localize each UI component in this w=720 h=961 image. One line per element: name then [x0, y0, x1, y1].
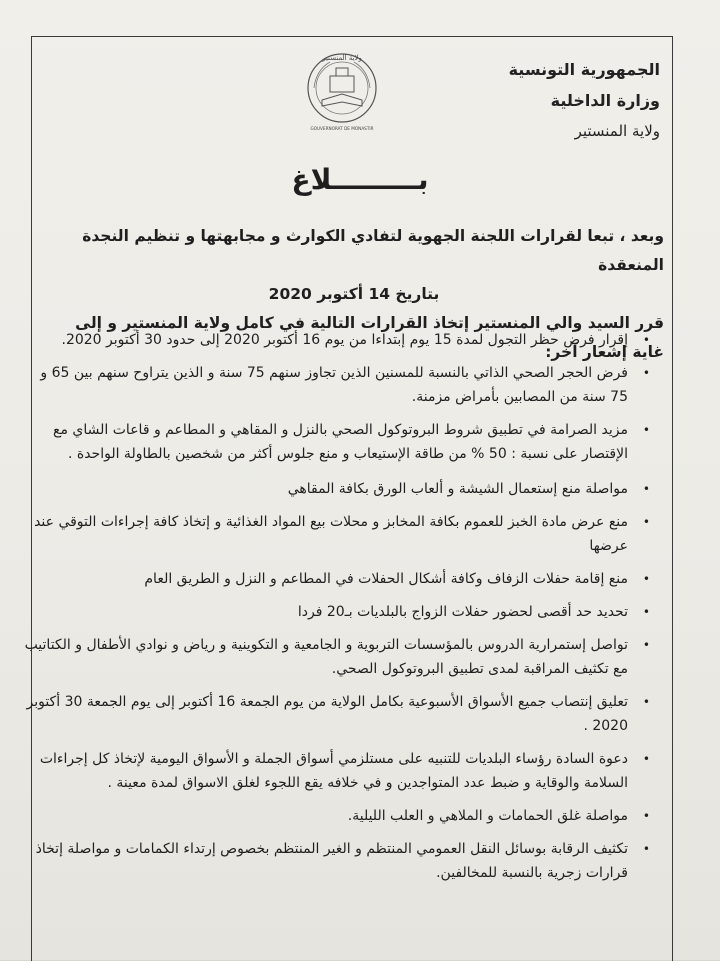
- intro-line-3: قرر السيد والي المنستير إتخاذ القرارات التالية في كامل ولاية المنستير و إلى غاية إشعار آخر:: [75, 314, 664, 361]
- decision-text: منع إقامة حفلات الزفاف وكافة أشكال الحفلات في المطاعم و النزل و الطريق العام: [144, 571, 628, 587]
- bullet-icon: •: [642, 695, 650, 709]
- decision-text: إقرار فرض حظر التجول لمدة 15 يوم إبتداءا من يوم 16 أكتوبر 2020 إلى حدود 30 أكتوبر 2020.: [61, 332, 628, 348]
- seal-text-bottom: GOUVERNORAT DE MONASTIR: [310, 126, 374, 131]
- decision-text: تواصل إستمرارية الدروس بالمؤسسات التربوية و الجامعية و التكوينية و رياض و نوادي الأطفال و الكتاتيب مع تكثيف المراقبة لمدى تطبيق البروتوكول الصحي.: [24, 637, 628, 677]
- decision-item: [20, 633, 650, 681]
- decision-item: [20, 804, 650, 828]
- bullet-icon: •: [642, 842, 650, 856]
- seal-text-top: ولاية المنستير: [322, 54, 362, 62]
- decision-text: تحديد حد أقصى لحضور حفلات الزواج بالبلديات بـ20 فردا: [297, 604, 628, 620]
- decision-text: منع عرض مادة الخبز للعموم بكافة المخابز و محلات بيع المواد الغذائية و إتخاذ كافة إجراءات التوقي عند عرضها: [34, 514, 628, 554]
- ministry-name: وزارة الداخلية: [550, 91, 660, 110]
- decision-item: [20, 510, 650, 558]
- bullet-icon: •: [642, 515, 650, 529]
- decision-item: [20, 361, 650, 409]
- governorate-seal-icon: [300, 48, 384, 132]
- decision-item: [20, 328, 650, 352]
- decision-text: تعليق إنتصاب جميع الأسواق الأسبوعية بكامل الولاية من يوم الجمعة 16 أكتوبر إلى يوم الجمعة 30 أكتوبر 2020 .: [26, 694, 628, 734]
- bullet-icon: •: [642, 366, 650, 380]
- bullet-icon: •: [642, 572, 650, 586]
- letterhead: [509, 60, 660, 152]
- bullet-icon: •: [642, 482, 650, 496]
- bullet-icon: •: [642, 333, 650, 347]
- decision-list: [20, 328, 650, 894]
- decision-item: [20, 837, 650, 885]
- intro-line-1: وبعد ، تبعا لقرارات اللجنة الجهوية لتفادي الكوارث و مجابهتها و تنظيم النجدة المنعقدة: [82, 227, 664, 274]
- announcement-title: بـــــــــلاغ: [291, 163, 429, 196]
- decision-item: [20, 418, 650, 466]
- decision-item: [20, 477, 650, 501]
- decision-text: فرض الحجر الصحي الذاتي بالنسبة للمسنين الذين تجاوز سنهم 75 سنة و الذين يتراوح سنهم بين 65 و 75 سنة من المصابين بأمراض مزمنة.: [40, 365, 628, 405]
- bullet-icon: •: [642, 809, 650, 823]
- bullet-icon: •: [642, 638, 650, 652]
- decision-item: [20, 600, 650, 624]
- governorate-name: ولاية المنستير: [574, 122, 660, 140]
- decision-item: [20, 567, 650, 591]
- decision-text: مواصلة غلق الحمامات و الملاهي و العلب الليلية.: [347, 808, 628, 824]
- decision-text: مزيد الصرامة في تطبيق شروط البروتوكول الصحي بالنزل و المقاهي و المطاعم و قاعات الشاي مع الإقتصار على نسبة : 50 % من طاقة الإستيعاب و منع جلوس أكثر من شخصين بالطاولة الواحدة .: [53, 422, 628, 462]
- decision-item: [20, 690, 650, 738]
- republic-name: الجمهورية التونسية: [508, 60, 660, 79]
- bullet-icon: •: [642, 605, 650, 619]
- decision-text: مواصلة منع إستعمال الشيشة و ألعاب الورق بكافة المقاهي: [287, 481, 628, 497]
- decision-text: تكثيف الرقابة بوسائل النقل العمومي المنتظم و الغير المنتظم بخصوص إرتداء الكمامات و مواصلة إتخاذ قرارات زجرية بالنسبة للمخالفين.: [35, 841, 628, 881]
- bullet-icon: •: [642, 423, 650, 437]
- intro-line-2: بتاريخ 14 أكتوبر 2020: [268, 285, 440, 303]
- bullet-icon: •: [642, 752, 650, 766]
- decision-text: دعوة السادة رؤساء البلديات للتنبيه على مستلزمي أسواق الجملة و الأسواق اليومية لإتخاذ كل إجراءات السلامة والوقاية و ضبط عدد المتواجدين و في خلافه يقع اللجوء لغلق الاسواق لمدة معينة .: [39, 751, 628, 791]
- decision-item: [20, 747, 650, 795]
